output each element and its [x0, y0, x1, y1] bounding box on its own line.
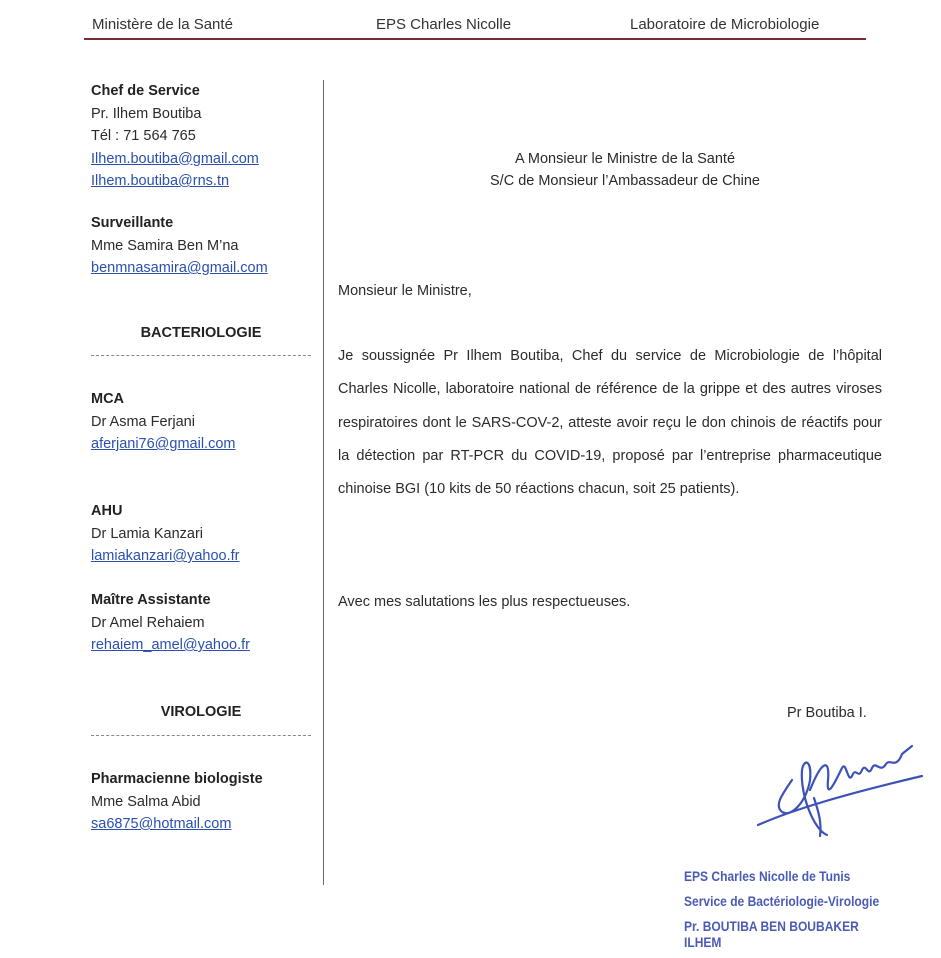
signatory-name: Pr Boutiba I.	[787, 705, 867, 721]
letter-body: Je soussignée Pr Ilhem Boutiba, Chef du service de Microbiologie de l’hôpital Charles Nicolle, laboratoire national de référence de la grippe et des autres viroses respiratoires dont le SARS-COV-2, atteste avoir reçu le don chinois de réactifs pour la détection par RT-PCR du COVID-19, proposé par l’entreprise pharmaceutique chinoise BGI (10 kits de 50 réactions chacun, soit 25 patients).	[338, 348, 882, 498]
surveillante-email-link[interactable]: benmnasamira@gmail.com	[91, 260, 268, 276]
addressee-line-1: A Monsieur le Ministre de la Santé	[514, 151, 736, 167]
surveillante-block	[91, 212, 268, 280]
pharmacienne-block	[91, 768, 263, 836]
chef-email-gmail-link[interactable]: Ilhem.boutiba@gmail.com	[91, 150, 259, 167]
mca-title: MCA	[91, 391, 125, 407]
stamp-line-1: EPS Charles Nicolle de Tunis	[684, 868, 851, 884]
chef-name: Pr. Ilhem Boutiba	[91, 105, 202, 122]
stamp-line-3: Pr. BOUTIBA BEN BOUBAKER ILHEM	[684, 918, 859, 950]
bacteriologie-divider	[91, 355, 311, 356]
header-ministry: Ministère de la Santé	[92, 16, 233, 33]
ahu-email-link[interactable]: lamiakanzari@yahoo.fr	[91, 548, 240, 564]
maitre-assistante-email-link[interactable]: rehaiem_amel@yahoo.fr	[91, 637, 250, 653]
header-hospital: EPS Charles Nicolle	[376, 16, 512, 33]
mca-email-link[interactable]: aferjani76@gmail.com	[91, 436, 236, 452]
letter-addressee	[330, 148, 920, 192]
pharmacienne-email-link[interactable]: sa6875@hotmail.com	[91, 816, 232, 832]
pharmacienne-title: Pharmacienne biologiste	[91, 771, 263, 787]
letter-closing: Avec mes salutations les plus respectueuses.	[338, 594, 631, 610]
pharmacienne-name: Mme Salma Abid	[91, 793, 201, 810]
chef-title: Chef de Service	[91, 83, 200, 99]
header-rule	[84, 38, 866, 40]
maitre-assistante-name: Dr Amel Rehaiem	[91, 614, 205, 631]
header-laboratory: Laboratoire de Microbiologie	[630, 16, 820, 33]
column-divider	[323, 80, 324, 885]
maitre-assistante-block	[91, 589, 250, 657]
chef-phone: Tél : 71 564 765	[91, 128, 196, 144]
ahu-block	[91, 500, 240, 568]
virologie-heading: VIROLOGIE	[160, 704, 242, 720]
ahu-title: AHU	[91, 503, 123, 519]
addressee-line-2: S/C de Monsieur l’Ambassadeur de Chine	[490, 173, 760, 189]
bacteriologie-heading: BACTERIOLOGIE	[140, 325, 262, 341]
mca-name: Dr Asma Ferjani	[91, 413, 195, 430]
letter-salutation: Monsieur le Ministre,	[338, 283, 472, 299]
maitre-assistante-title: Maître Assistante	[91, 592, 211, 608]
mca-block	[91, 388, 235, 456]
surveillante-title: Surveillante	[91, 215, 174, 231]
chef-de-service-block	[91, 80, 259, 193]
ahu-name: Dr Lamia Kanzari	[91, 525, 204, 542]
stamp-line-2: Service de Bactériologie-Virologie	[684, 893, 880, 909]
surveillante-name: Mme Samira Ben M’na	[91, 237, 239, 254]
virologie-divider	[91, 735, 311, 736]
handwritten-signature-icon	[752, 740, 932, 850]
chef-email-rns-link[interactable]: Ilhem.boutiba@rns.tn	[91, 173, 230, 189]
